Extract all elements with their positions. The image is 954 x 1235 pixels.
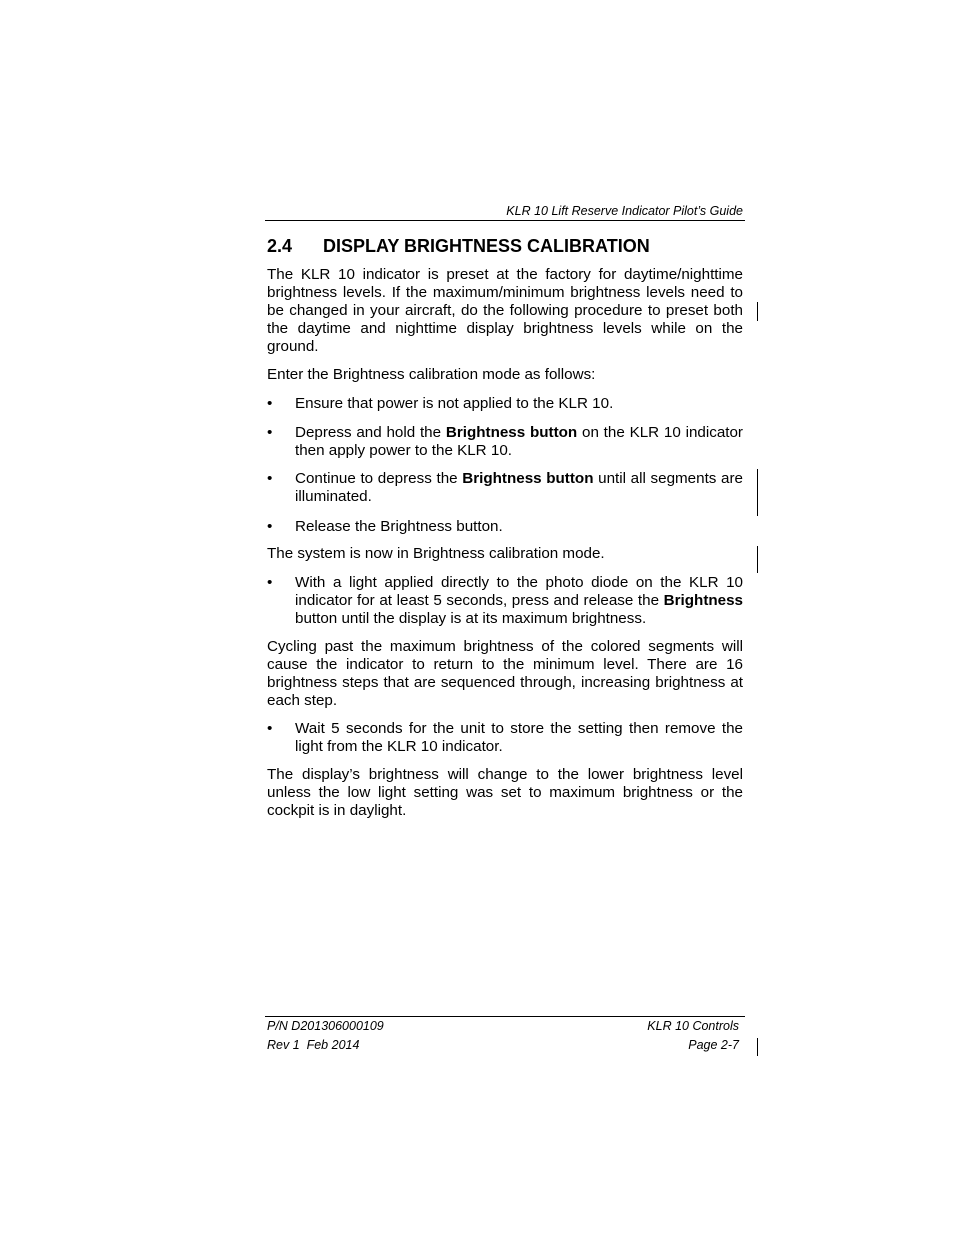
- list-item: [267, 470, 743, 506]
- section-number: 2.4: [267, 236, 293, 256]
- step-text: on the KLR 10 indicator then apply power to the KLR 10.: [295, 424, 743, 460]
- list-item: [267, 720, 743, 756]
- enter-mode-paragraph: Enter the Brightness calibration mode as follows:: [267, 366, 596, 383]
- cycling-paragraph: Cycling past the maximum brightness of the colored segments will cause the indicator to return to the minimum level. There are 16 brightness steps that are sequenced through, increasing brightness at each step.: [267, 638, 743, 710]
- step-release: Release the Brightness button.: [295, 518, 503, 535]
- footer-rule: [265, 1016, 745, 1017]
- bullet-icon: •: [267, 424, 273, 441]
- brightness-button-term: Brightness: [663, 592, 743, 610]
- step-text: until all segments are illuminated.: [295, 470, 743, 506]
- step-wait-store: Wait 5 seconds for the unit to store the setting then remove the light from the KLR 10 indicator.: [295, 720, 743, 756]
- bullet-icon: •: [267, 720, 273, 737]
- section-title: DISPLAY BRIGHTNESS CALIBRATION: [323, 236, 650, 256]
- bullet-icon: •: [267, 395, 273, 412]
- brightness-button-term: Brightness button: [445, 424, 578, 441]
- step-continue-depress: [295, 470, 743, 506]
- step-text: button until the display is at its maximum brightness.: [295, 610, 647, 628]
- step-apply-light: [295, 574, 743, 628]
- intro-paragraph: The KLR 10 indicator is preset at the factory for daytime/nighttime brightness levels. If the maximum/minimum brightness levels need to be changed in your aircraft, do the following procedure to preset both the daytime and nighttime display brightness levels while on the ground.: [267, 266, 743, 356]
- closing-paragraph: The display’s brightness will change to the lower brightness level unless the low light setting was set to maximum brightness or the cockpit is in daylight.: [267, 766, 743, 820]
- bullet-icon: •: [267, 518, 273, 535]
- list-item: [267, 574, 743, 628]
- step-depress-hold: [295, 424, 743, 460]
- bullet-icon: •: [267, 470, 273, 487]
- step-text: Depress and hold the: [295, 424, 446, 441]
- step-text: With a light applied directly to the photo diode on the KLR 10 indicator for at least 5 seconds, press and release the: [295, 574, 743, 610]
- change-bar: [757, 1038, 758, 1056]
- footer-chapter: KLR 10 Controls: [647, 1019, 739, 1033]
- running-header: KLR 10 Lift Reserve Indicator Pilot’s Guide: [506, 204, 743, 218]
- footer-revision: Rev 1 Feb 2014: [267, 1038, 360, 1052]
- change-bar: [757, 546, 758, 573]
- list-item: [267, 395, 743, 413]
- footer-part-number: P/N D201306000109: [267, 1019, 384, 1033]
- footer-page-number: Page 2-7: [688, 1038, 739, 1052]
- header-rule: [265, 220, 745, 221]
- change-bar: [757, 302, 758, 321]
- list-item: [267, 518, 743, 536]
- brightness-button-term: Brightness button: [462, 470, 594, 487]
- mode-status-paragraph: The system is now in Brightness calibration mode.: [267, 545, 605, 562]
- section-heading: [267, 235, 650, 257]
- step-text: Continue to depress the: [295, 470, 463, 487]
- list-item: [267, 424, 743, 460]
- change-bar: [757, 469, 758, 516]
- step-power-off: Ensure that power is not applied to the KLR 10.: [295, 395, 614, 412]
- bullet-icon: •: [267, 574, 273, 591]
